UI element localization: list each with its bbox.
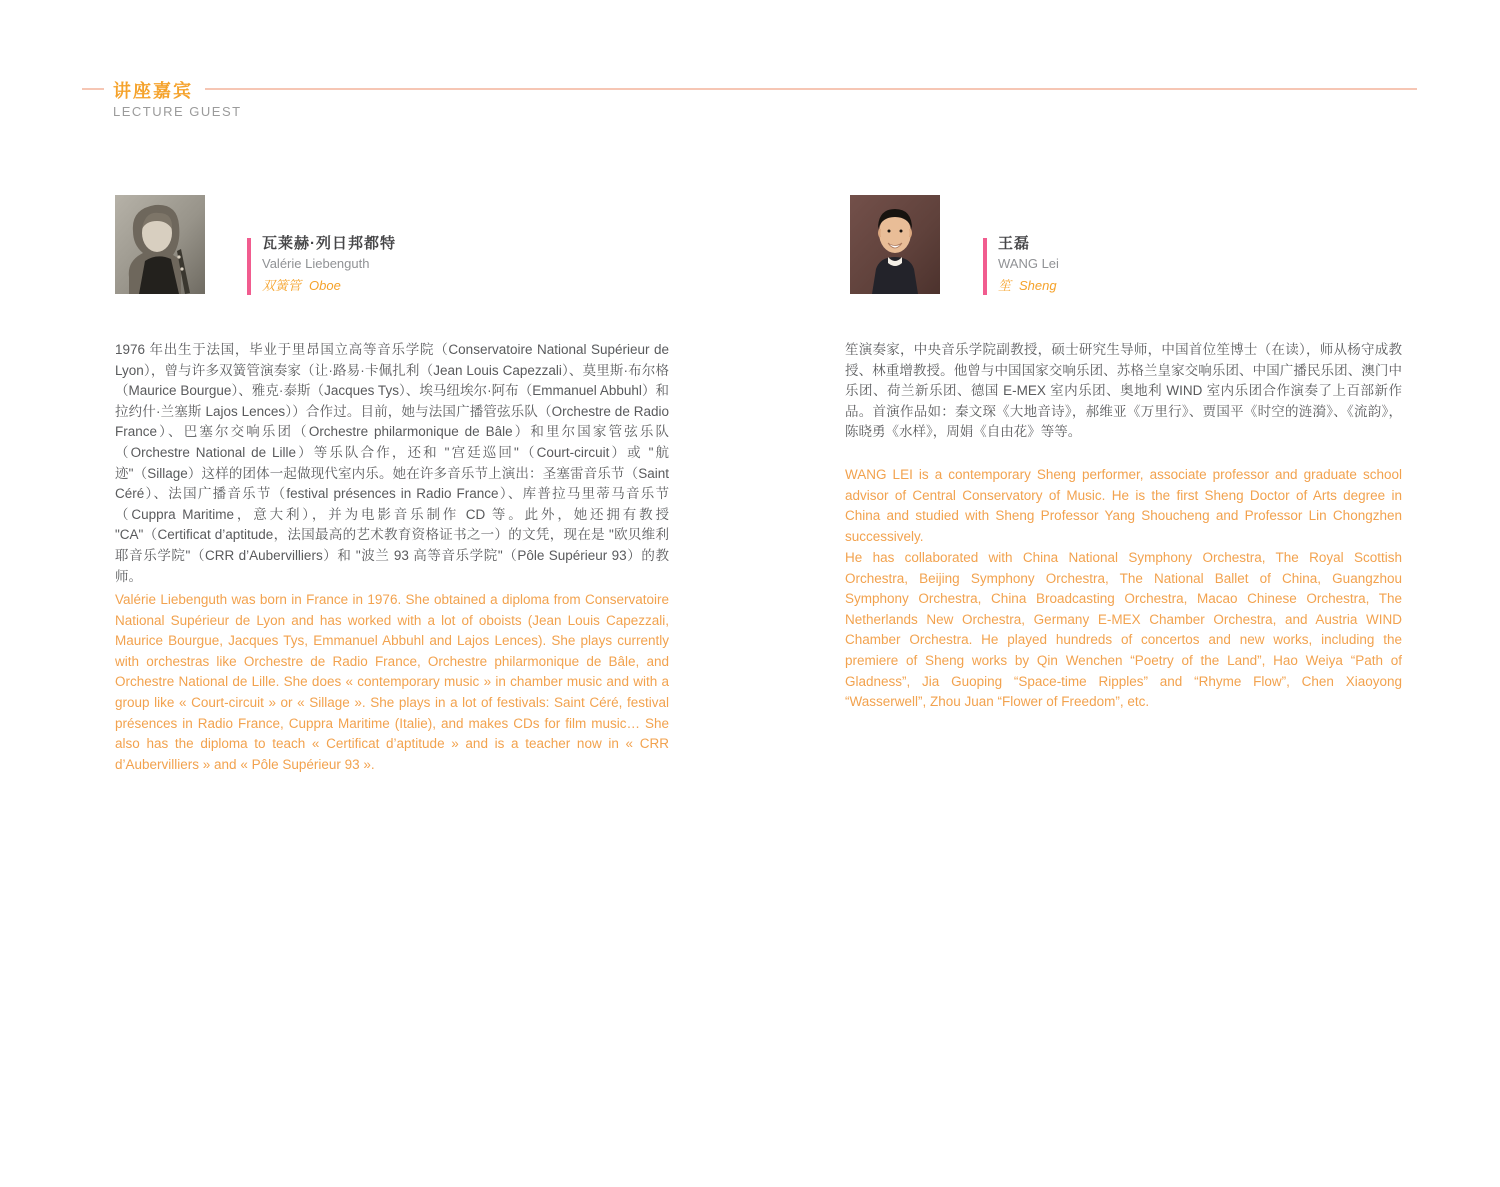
- guest-name-cn: 王磊: [998, 235, 1031, 252]
- oboist-bio-english: Valérie Liebenguth was born in France in 1976. She obtained a diploma from Conservatoire National Supérieur de Lyon and has worked with a lot of oboists (Jean Louis Capezzali, Maurice Bourgue, Jacques Tys, Emmanuel Abbuhl and Lajos Lences). She plays currently with orchestras like Orchestre de Radio France, Orchestre philarmonique de Bâle, and Orchestre National de Lille. She does « contemporary music » in chamber music and with a group like « Court-circuit » or « Sillage ». She plays in a lot of festivals: Saint Céré, festival présences in Radio France, Cuppra Maritime (Italie), and makes CDs for film music… She also has the diploma to teach « Certificat d’aptitude » and is a teacher now in « CRR d’Aubervilliers » and « Pôle Supérieur 93 ».: [115, 592, 669, 772]
- instrument-cn: 双簧管: [262, 278, 302, 293]
- sheng-bio-chinese: 笙演奏家，中央音乐学院副教授，硕士研究生导师，中国首位笙博士（在读），师从杨守成教授、林重增教授。他曾与中国国家交响乐团、苏格兰皇家交响乐团、中国广播民乐团、澳门中乐团、荷兰新乐团、德国 E-MEX 室内乐团、奥地利 WIND 室内乐团合作演奏了上百部新作品。首演作品如：秦文琛《大地音诗》，郝维亚《万里行》、贾国平《时空的涟漪》、《流韵》，陈晓勇《水样》，周娟《自由花》等等。: [845, 342, 1402, 440]
- header-right-rule: [205, 88, 1417, 90]
- page-title: 讲座嘉宾: [113, 81, 193, 101]
- oboist-photo: [115, 195, 205, 294]
- page-subtitle: LECTURE GUEST: [113, 104, 242, 119]
- guest-name-en: WANG Lei: [998, 256, 1059, 271]
- name-accent-bar: [983, 238, 987, 295]
- sheng-player-photo: [850, 195, 940, 294]
- guest-name-cn: 瓦莱赫·列日邦都特: [262, 235, 396, 252]
- guest-instrument: [262, 278, 562, 294]
- profile-name-block-oboe: [262, 235, 562, 294]
- instrument-en: Sheng: [1019, 278, 1057, 293]
- sheng-bio-english-2: He has collaborated with China National Symphony Orchestra, The Royal Scottish Orchestra, Beijing Symphony Orchestra, The National Ballet of China, Guangzhou Symphony Orchestra, China Broadcasting Orchestra, Macao Chinese Orchestra, The Netherlands New Orchestra, Germany E-MEX Chamber Orchestra, and Austria WIND Chamber Orchestra. He played hundreds of concertos and new works, including the premiere of Sheng works by Qin Wenchen “Poetry of the Land”, Hao Weiya “Path of Gladness”, Jia Guoping “Space-time Ripples” and “Rhyme Flow”, Chen Xiaoyong “Wasserwell”, Zhou Juan “Flower of Freedom”, etc.: [845, 550, 1402, 710]
- oboist-bio-chinese: 1976 年出生于法国，毕业于里昂国立高等音乐学院（Conservatoire National Supérieur de Lyon），曾与许多双簧管演奏家（让·路易·卡佩扎利（Jean Louis Capezzali）、莫里斯·布尔格（Maurice Bourgue）、雅克·泰斯（Jacques Tys）、埃马纽埃尔·阿布（Emmanuel Abbuhl）和拉约什·兰塞斯 Lajos Lences））合作过。目前，她与法国广播管弦乐队（Orchestre de Radio France）、巴塞尔交响乐团（Orchestre philarmonique de Bâle）和里尔国家管弦乐队（Orchestre National de Lille）等乐队合作，还和 "宫廷巡回"（Court-circuit）或 "航迹"（Sillage）这样的团体一起做现代室内乐。她在许多音乐节上演出：圣塞雷音乐节（Saint Céré）、法国广播音乐节（festival présences in Radio France）、库普拉马里蒂马音乐节（Cuppra Maritime，意大利），并为电影音乐制作 CD 等。此外，她还拥有教授 "CA"（Certificat d’aptitude，法国最高的艺术教育资格证书之一）的文凭，现在是 "欧贝维利耶音乐学院"（CRR d’Aubervilliers）和 "波兰 93 高等音乐学院"（Pôle Supérieur 93）的教师。: [115, 342, 669, 584]
- header-left-rule: [82, 88, 104, 90]
- guest-instrument: [998, 278, 1298, 294]
- profile-name-block-sheng: [998, 235, 1298, 294]
- instrument-en: Oboe: [309, 278, 341, 293]
- name-accent-bar: [247, 238, 251, 295]
- instrument-cn: 笙: [998, 278, 1012, 293]
- guest-name-en: Valérie Liebenguth: [262, 256, 370, 271]
- sheng-bio-english-1: WANG LEI is a contemporary Sheng performer, associate professor and graduate school advisor of Central Conservatory of Music. He is the first Sheng Doctor of Arts degree in China and studied with Sheng Professor Yang Shoucheng and Professor Lin Chongzhen successively.: [845, 467, 1402, 544]
